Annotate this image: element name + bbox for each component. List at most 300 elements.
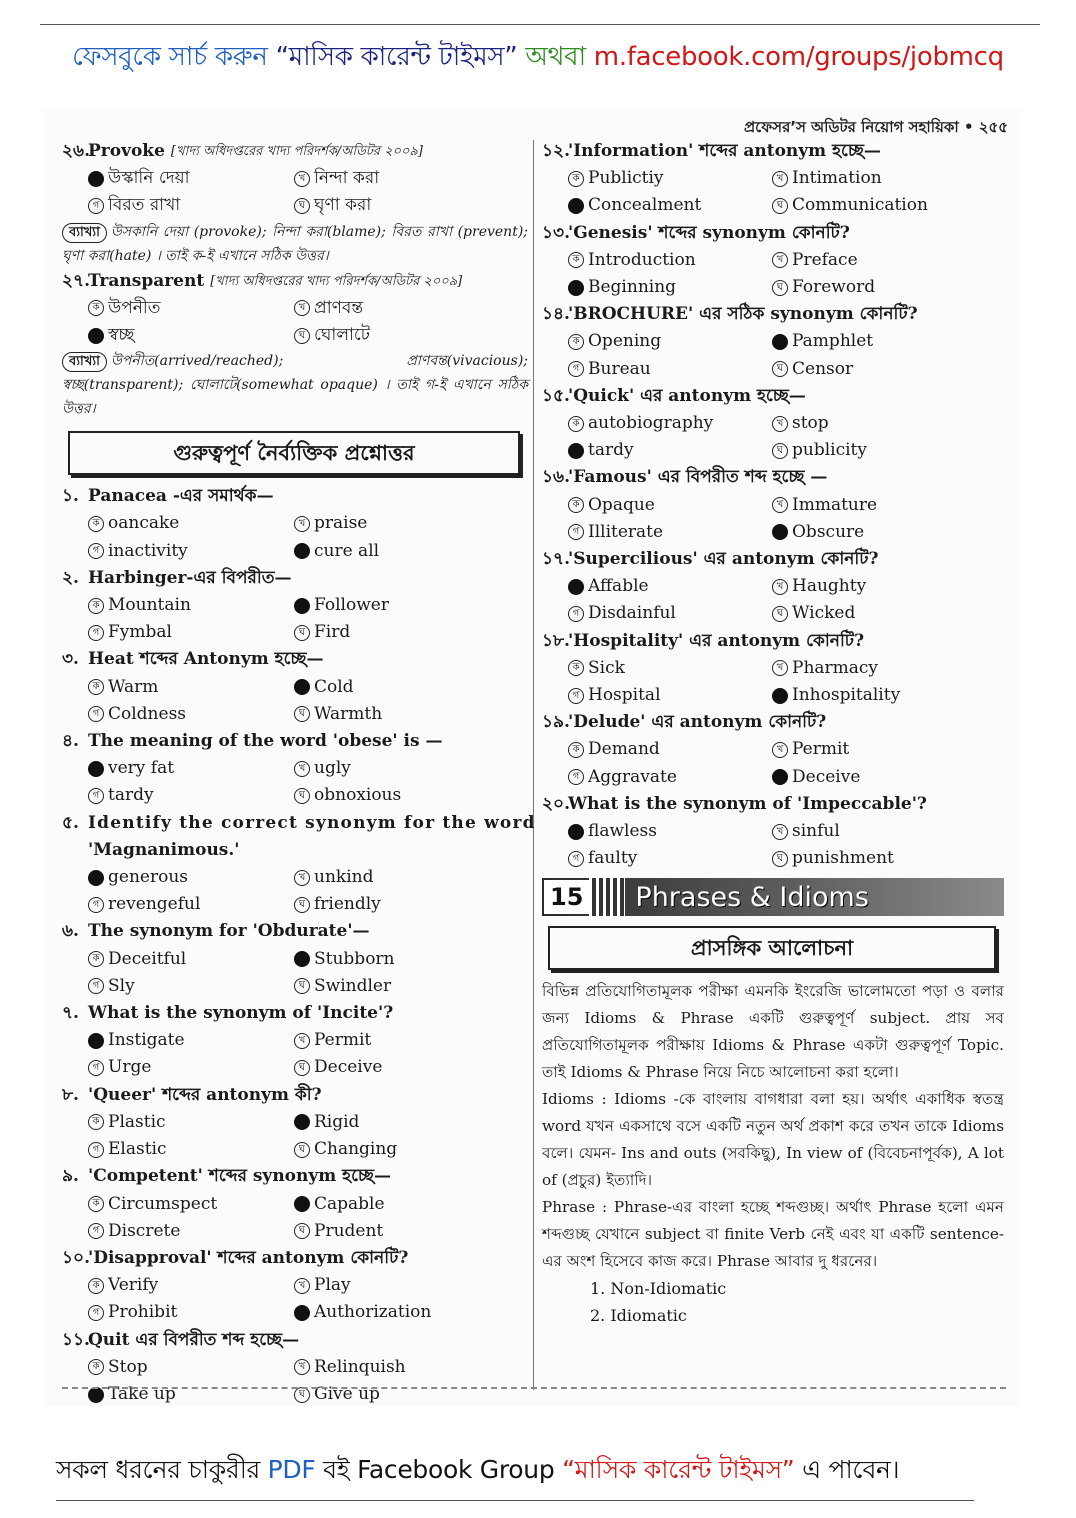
- correct-answer-marker-icon: [568, 579, 584, 595]
- option[interactable]: [568, 519, 772, 546]
- option[interactable]: [88, 1191, 294, 1218]
- option[interactable]: [772, 736, 1002, 763]
- option[interactable]: [568, 165, 772, 192]
- option[interactable]: [294, 1354, 524, 1381]
- option-marker-icon: [772, 171, 788, 187]
- option[interactable]: [88, 674, 294, 701]
- running-head: প্রফেসর’স অডিটর নিয়োগ সহায়িকা • ২৫৫: [743, 118, 1008, 136]
- option[interactable]: [88, 295, 294, 322]
- option-marker-letter: খ: [776, 580, 784, 592]
- option[interactable]: [88, 1381, 294, 1408]
- option-text: revengeful: [108, 894, 201, 915]
- option[interactable]: [88, 538, 294, 565]
- option[interactable]: [88, 1272, 294, 1299]
- option[interactable]: [772, 356, 1002, 383]
- option-text: flawless: [588, 821, 657, 842]
- option-marker-icon: [294, 328, 310, 344]
- option-text: Relinquish: [314, 1356, 406, 1377]
- question-text: Identify the correct synonym for the word: [88, 812, 536, 833]
- question: [62, 728, 528, 755]
- option[interactable]: [294, 1191, 524, 1218]
- options: [542, 410, 1004, 464]
- question-number: ৩.: [62, 649, 79, 670]
- option-marker-icon: [88, 1223, 104, 1239]
- option[interactable]: [294, 1027, 524, 1054]
- option[interactable]: [88, 1354, 294, 1381]
- option-marker-icon: [88, 198, 104, 214]
- option-marker-letter: গ: [92, 1143, 100, 1155]
- option-marker-icon: [88, 1305, 104, 1321]
- option-marker-icon: [88, 978, 104, 994]
- question: [542, 628, 1004, 655]
- option[interactable]: [568, 818, 772, 845]
- option-marker-icon: [294, 1033, 310, 1049]
- option-marker-letter: ঘ: [776, 281, 784, 293]
- question-number: ৪.: [62, 731, 79, 752]
- option-marker-letter: ক: [572, 336, 580, 348]
- option-text: Beginning: [588, 277, 677, 298]
- option[interactable]: [568, 736, 772, 763]
- option-text: স্বচ্ছ: [108, 325, 135, 346]
- options: [62, 1191, 528, 1245]
- explanation: [62, 349, 528, 421]
- option-marker-icon: [772, 361, 788, 377]
- question: [542, 791, 1004, 818]
- option-marker-icon: [294, 1278, 310, 1294]
- correct-answer-marker-icon: [88, 870, 104, 886]
- option-text: Changing: [314, 1139, 398, 1160]
- correct-answer-marker-icon: [294, 951, 310, 967]
- option-text: Verify: [108, 1275, 159, 1296]
- option-marker-icon: [772, 606, 788, 622]
- option[interactable]: [568, 437, 772, 464]
- option[interactable]: [772, 655, 1002, 682]
- option[interactable]: [88, 755, 294, 782]
- option-text: autobiography: [588, 413, 714, 434]
- option-text: ঘৃণা করা: [314, 195, 372, 216]
- option-marker-icon: [294, 300, 310, 316]
- option-text: Rigid: [314, 1111, 360, 1132]
- option-marker-letter: গ: [92, 200, 100, 211]
- book-page: [44, 110, 1020, 1406]
- option-marker-letter: গ: [92, 790, 100, 802]
- option-marker-letter: গ: [92, 626, 100, 638]
- option-text: Authorization: [314, 1302, 432, 1323]
- correct-answer-marker-icon: [294, 1305, 310, 1321]
- option-marker-icon: [88, 1060, 104, 1076]
- option-text: Disdainful: [588, 603, 676, 624]
- option[interactable]: [772, 165, 1002, 192]
- option-text: Sick: [588, 657, 625, 678]
- option-text: Warm: [108, 676, 159, 697]
- option[interactable]: [772, 247, 1002, 274]
- option[interactable]: [294, 1109, 524, 1136]
- option-marker-letter: খ: [298, 1279, 306, 1291]
- option[interactable]: [772, 274, 1002, 301]
- option-marker-letter: খ: [298, 172, 306, 184]
- question-number: ১৮.: [542, 630, 570, 651]
- question-text: 'BROCHURE' এর সঠিক synonym কোনটি?: [568, 304, 918, 325]
- option-marker-letter: ঘ: [298, 1062, 306, 1074]
- option-marker-icon: [568, 851, 584, 867]
- option-text: Obscure: [792, 521, 865, 542]
- question-text: Quit এর বিপরীত শব্দ হচ্ছে—: [88, 1329, 300, 1350]
- explanation-text: উপনীত(arrived/reached); প্রাণবন্ত(vivacious); স্বচ্ছ(transparent); ঘোলাটে(somewhat opaque) । তাই গ-ই এখানে সঠিক উত্তর।: [62, 353, 528, 418]
- question: [542, 301, 1004, 328]
- option-text: নিন্দা করা: [314, 168, 380, 189]
- option-marker-letter: ঘ: [298, 898, 306, 910]
- correct-answer-marker-icon: [294, 543, 310, 559]
- option-text: Prudent: [314, 1220, 384, 1241]
- option[interactable]: [88, 701, 294, 728]
- option[interactable]: [294, 674, 524, 701]
- option[interactable]: [88, 973, 294, 1000]
- option[interactable]: [88, 782, 294, 809]
- option-text: ugly: [314, 758, 351, 779]
- option[interactable]: [294, 973, 524, 1000]
- option[interactable]: [568, 573, 772, 600]
- question: [62, 646, 528, 673]
- bottom-banner-group-name: “মাসিক কারেন্ট টাইমস”: [562, 1455, 795, 1484]
- options: [542, 492, 1004, 546]
- option[interactable]: [568, 410, 772, 437]
- option-marker-icon: [568, 497, 584, 513]
- option[interactable]: [88, 1027, 294, 1054]
- option-text: Bureau: [588, 358, 651, 379]
- option-marker-letter: ক: [92, 599, 100, 611]
- option-marker-icon: [294, 171, 310, 187]
- question-text: 'Hospitality' এর antonym কোনটি?: [568, 630, 865, 651]
- option-marker-icon: [568, 334, 584, 350]
- options: [62, 510, 528, 564]
- option[interactable]: [294, 1054, 524, 1081]
- option[interactable]: [88, 1136, 294, 1163]
- option-text: friendly: [314, 894, 381, 915]
- option[interactable]: [772, 437, 1002, 464]
- option-marker-letter: ঘ: [298, 980, 306, 992]
- option-text: oancake: [108, 513, 180, 534]
- question: [62, 810, 536, 837]
- option-marker-icon: [568, 361, 584, 377]
- option-marker-icon: [88, 951, 104, 967]
- option-text: Permit: [792, 739, 850, 760]
- option-marker-letter: খ: [776, 662, 784, 674]
- option[interactable]: [772, 682, 1002, 709]
- option-marker-icon: [772, 198, 788, 214]
- option[interactable]: [772, 192, 1002, 219]
- option-text: Give up: [314, 1383, 380, 1404]
- option[interactable]: [568, 845, 772, 872]
- option[interactable]: [568, 492, 772, 519]
- question: [62, 138, 528, 165]
- option-marker-icon: [294, 1060, 310, 1076]
- option[interactable]: [772, 845, 1002, 872]
- option-text: Capable: [314, 1193, 385, 1214]
- option[interactable]: [294, 538, 524, 565]
- question-text: 'Famous' এর বিপরীত শব্দ হচ্ছে —: [568, 467, 828, 488]
- option-marker-icon: [294, 1359, 310, 1375]
- option-text: Stop: [108, 1356, 148, 1377]
- option-marker-letter: ঘ: [298, 708, 306, 720]
- question-number: ২৭.: [62, 270, 91, 291]
- option[interactable]: [568, 356, 772, 383]
- banner-or-text: অথবা: [525, 42, 586, 72]
- question: [542, 464, 1004, 491]
- option[interactable]: [568, 682, 772, 709]
- option-text: faulty: [588, 848, 638, 869]
- options: [62, 1109, 528, 1163]
- options: [62, 592, 528, 646]
- option[interactable]: [88, 192, 294, 219]
- option-text: sinful: [792, 821, 840, 842]
- option-text: Illiterate: [588, 521, 664, 542]
- option[interactable]: [294, 192, 524, 219]
- question-text: 'Delude' এর antonym কোনটি?: [568, 712, 827, 733]
- option-marker-letter: ঘ: [776, 444, 784, 456]
- option[interactable]: [772, 492, 1002, 519]
- option-marker-letter: গ: [572, 363, 580, 375]
- question: [62, 1082, 528, 1109]
- question-number: ১৯.: [542, 712, 570, 733]
- correct-answer-marker-icon: [568, 824, 584, 840]
- option-text: Coldness: [108, 703, 187, 724]
- question-number: ১৬.: [542, 467, 571, 488]
- question-text: 'Information' শব্দের antonym হচ্ছে—: [568, 141, 881, 161]
- option[interactable]: [88, 619, 294, 646]
- question-number: ১.: [62, 486, 79, 507]
- option[interactable]: [568, 600, 772, 627]
- option[interactable]: [294, 1272, 524, 1299]
- option[interactable]: [88, 864, 294, 891]
- option[interactable]: [88, 1299, 294, 1326]
- option[interactable]: [568, 764, 772, 791]
- option-text: Deceive: [792, 766, 861, 787]
- question-number: ৫.: [62, 812, 79, 833]
- option-marker-icon: [294, 706, 310, 722]
- option-marker-letter: খ: [776, 744, 784, 756]
- options: [542, 818, 1004, 872]
- option[interactable]: [568, 274, 772, 301]
- option[interactable]: [772, 519, 1002, 546]
- option[interactable]: [88, 592, 294, 619]
- option-marker-letter: ঘ: [298, 1225, 306, 1237]
- option-text: Fymbal: [108, 622, 172, 643]
- option[interactable]: [294, 782, 524, 809]
- option[interactable]: [88, 946, 294, 973]
- question: [62, 1245, 528, 1272]
- option-marker-icon: [88, 300, 104, 316]
- option[interactable]: [772, 573, 1002, 600]
- options: [62, 1272, 528, 1326]
- option-text: Concealment: [588, 195, 702, 216]
- option-marker-letter: ক: [572, 744, 580, 756]
- banner-group-name: “মাসিক কারেন্ট টাইমস”: [275, 42, 518, 72]
- question-text-continued: 'Magnanimous.': [88, 839, 240, 860]
- option-text: Opening: [588, 331, 662, 352]
- option-marker-letter: ক: [572, 417, 580, 429]
- option[interactable]: [88, 1054, 294, 1081]
- option-marker-icon: [568, 524, 584, 540]
- bottom-banner-text-2: বই Facebook Group: [323, 1455, 555, 1484]
- option[interactable]: [294, 510, 524, 537]
- option-marker-icon: [772, 579, 788, 595]
- option-marker-letter: ক: [572, 254, 580, 266]
- option-text: Intimation: [792, 168, 882, 189]
- option-text: Plastic: [108, 1111, 166, 1132]
- sub-heading: প্রাসঙ্গিক আলোচনা: [548, 926, 996, 970]
- paragraph: বিভিন্ন প্রতিযোগিতামূলক পরীক্ষা এমনকি ইংরেজি ভালোমতো পড়া ও বলার জন্য Idioms & Phrase একটি গুরুত্বপূর্ণ subject. প্রায় সব প্রতিযোগিতামূলক পরীক্ষায় Idioms & Phrase একটা গুরুত্বপূর্ণ Topic. তাই Idioms & Phrase নিয়ে নিচে আলোচনা করা হলো।: [542, 982, 1004, 1082]
- option-marker-icon: [294, 1142, 310, 1158]
- question-number: ১৪.: [542, 304, 570, 325]
- option-text: Hospital: [588, 685, 661, 706]
- option-text: very fat: [108, 758, 175, 779]
- option-marker-icon: [772, 497, 788, 513]
- option-text: Aggravate: [588, 766, 677, 787]
- column-divider: [533, 140, 534, 1390]
- correct-answer-marker-icon: [88, 761, 104, 777]
- option[interactable]: [772, 600, 1002, 627]
- option[interactable]: [772, 410, 1002, 437]
- option[interactable]: [294, 946, 524, 973]
- option-marker-icon: [88, 788, 104, 804]
- option-text: Immature: [792, 494, 878, 515]
- option-marker-letter: গ: [92, 980, 100, 992]
- option[interactable]: [294, 592, 524, 619]
- option-text: Play: [314, 1275, 351, 1296]
- page-bottom-rule: [62, 1387, 1006, 1389]
- options: [62, 1027, 528, 1081]
- option-marker-icon: [88, 897, 104, 913]
- option-text: Pamphlet: [792, 331, 874, 352]
- option-marker-icon: [88, 1359, 104, 1375]
- option-marker-letter: ঘ: [298, 1143, 306, 1155]
- option[interactable]: [568, 192, 772, 219]
- option-marker-icon: [88, 543, 104, 559]
- correct-answer-marker-icon: [88, 1033, 104, 1049]
- option[interactable]: [294, 322, 524, 349]
- option-text: Discrete: [108, 1220, 181, 1241]
- option-marker-letter: গ: [92, 1062, 100, 1074]
- correct-answer-marker-icon: [568, 443, 584, 459]
- options: [62, 165, 528, 219]
- option-marker-letter: গ: [572, 689, 580, 701]
- question-text: What is the synonym of 'Incite'?: [88, 1003, 394, 1024]
- option[interactable]: [294, 1381, 524, 1408]
- option-marker-icon: [772, 280, 788, 296]
- option-marker-icon: [88, 1114, 104, 1130]
- question: [62, 565, 528, 592]
- option-text: Introduction: [588, 249, 696, 270]
- option-text: Pharmacy: [792, 657, 879, 678]
- option-marker-icon: [88, 1196, 104, 1212]
- option[interactable]: [568, 328, 772, 355]
- option-text: বিরত রাখা: [108, 195, 181, 216]
- option-marker-letter: ক: [92, 518, 100, 530]
- option-marker-letter: ঘ: [298, 790, 306, 802]
- question-text: 'Genesis' শব্দের synonym কোনটি?: [568, 222, 850, 243]
- option-text: Affable: [588, 576, 649, 597]
- option-marker-letter: ক: [92, 681, 100, 693]
- question-text: 'Disapproval' শব্দের antonym কোনটি?: [88, 1247, 409, 1268]
- option-marker-letter: খ: [776, 499, 784, 511]
- option-marker-icon: [294, 761, 310, 777]
- options: [542, 328, 1004, 382]
- option[interactable]: [88, 322, 294, 349]
- option-marker-letter: খ: [298, 1034, 306, 1046]
- option[interactable]: [772, 818, 1002, 845]
- option-marker-icon: [568, 252, 584, 268]
- option[interactable]: [88, 1218, 294, 1245]
- option[interactable]: [772, 328, 1002, 355]
- option[interactable]: [294, 1299, 524, 1326]
- explanation-tag: ব্যাখ্যা: [62, 223, 107, 243]
- option[interactable]: [88, 165, 294, 192]
- option-text: inactivity: [108, 540, 188, 561]
- option[interactable]: [88, 891, 294, 918]
- option-text: Prohibit: [108, 1302, 178, 1323]
- option[interactable]: [568, 247, 772, 274]
- option-marker-letter: ক: [92, 1198, 100, 1210]
- option-text: Swindler: [314, 975, 392, 996]
- question-text: The meaning of the word 'obese' is —: [88, 731, 443, 752]
- question-text: 'Quick' এর antonym হচ্ছে—: [568, 385, 806, 406]
- option[interactable]: [294, 165, 524, 192]
- option-marker-letter: ক: [92, 1116, 100, 1128]
- option-marker-icon: [88, 598, 104, 614]
- option[interactable]: [568, 655, 772, 682]
- option-marker-icon: [294, 788, 310, 804]
- explanation-text: উসকানি দেয়া (provoke); নিন্দা করা(blame); বিরত রাখা (prevent); ঘৃণা করা(hate) । তাই ক-ই এখানে সঠিক উত্তর।: [62, 223, 528, 264]
- option-marker-letter: ক: [572, 172, 580, 184]
- explanation-tag: ব্যাখ্যা: [62, 352, 107, 372]
- question-text: What is the synonym of 'Impeccable'?: [568, 793, 927, 814]
- option[interactable]: [88, 510, 294, 537]
- option-text: praise: [314, 513, 368, 534]
- option[interactable]: [294, 295, 524, 322]
- option[interactable]: [294, 864, 524, 891]
- question-text: Provoke: [88, 141, 165, 161]
- option-marker-icon: [88, 1278, 104, 1294]
- list-item: 1. Non-Idiomatic: [590, 1279, 727, 1299]
- option[interactable]: [772, 764, 1002, 791]
- question-text: The synonym for 'Obdurate'—: [88, 921, 370, 942]
- option-marker-icon: [294, 198, 310, 214]
- option-marker-icon: [568, 742, 584, 758]
- correct-answer-marker-icon: [568, 198, 584, 214]
- option-text: Sly: [108, 975, 135, 996]
- option[interactable]: [294, 1218, 524, 1245]
- option[interactable]: [294, 619, 524, 646]
- option-marker-icon: [294, 897, 310, 913]
- option[interactable]: [294, 891, 524, 918]
- question: [542, 383, 1004, 410]
- paragraph: Idioms : Idioms -কে বাংলায় বাগধারা বলা হয়। অর্থাৎ একাধিক স্বতন্ত্র word যখন একসাথে বসে একটি নতুন অর্থ প্রকাশ করে তখন তাকে Idioms বলে। যেমন- Ins and outs (সবকিছু), In view of (বিবেচনাপূর্বক), A lot of (প্রচুর) ইত্যাদি।: [542, 1090, 1004, 1190]
- option-marker-letter: গ: [92, 545, 100, 557]
- option[interactable]: [88, 1109, 294, 1136]
- option-marker-letter: গ: [572, 852, 580, 864]
- option-marker-letter: ঘ: [298, 1388, 306, 1400]
- option-marker-letter: ঘ: [298, 626, 306, 638]
- option-marker-letter: ক: [92, 1361, 100, 1373]
- option[interactable]: [294, 701, 524, 728]
- correct-answer-marker-icon: [772, 688, 788, 704]
- option[interactable]: [294, 755, 524, 782]
- option[interactable]: [294, 1136, 524, 1163]
- option-marker-icon: [568, 660, 584, 676]
- option-text: Deceitful: [108, 948, 187, 969]
- banner-group-url[interactable]: m.facebook.com/groups/jobmcq: [593, 42, 1004, 72]
- option-text: Permit: [314, 1030, 372, 1051]
